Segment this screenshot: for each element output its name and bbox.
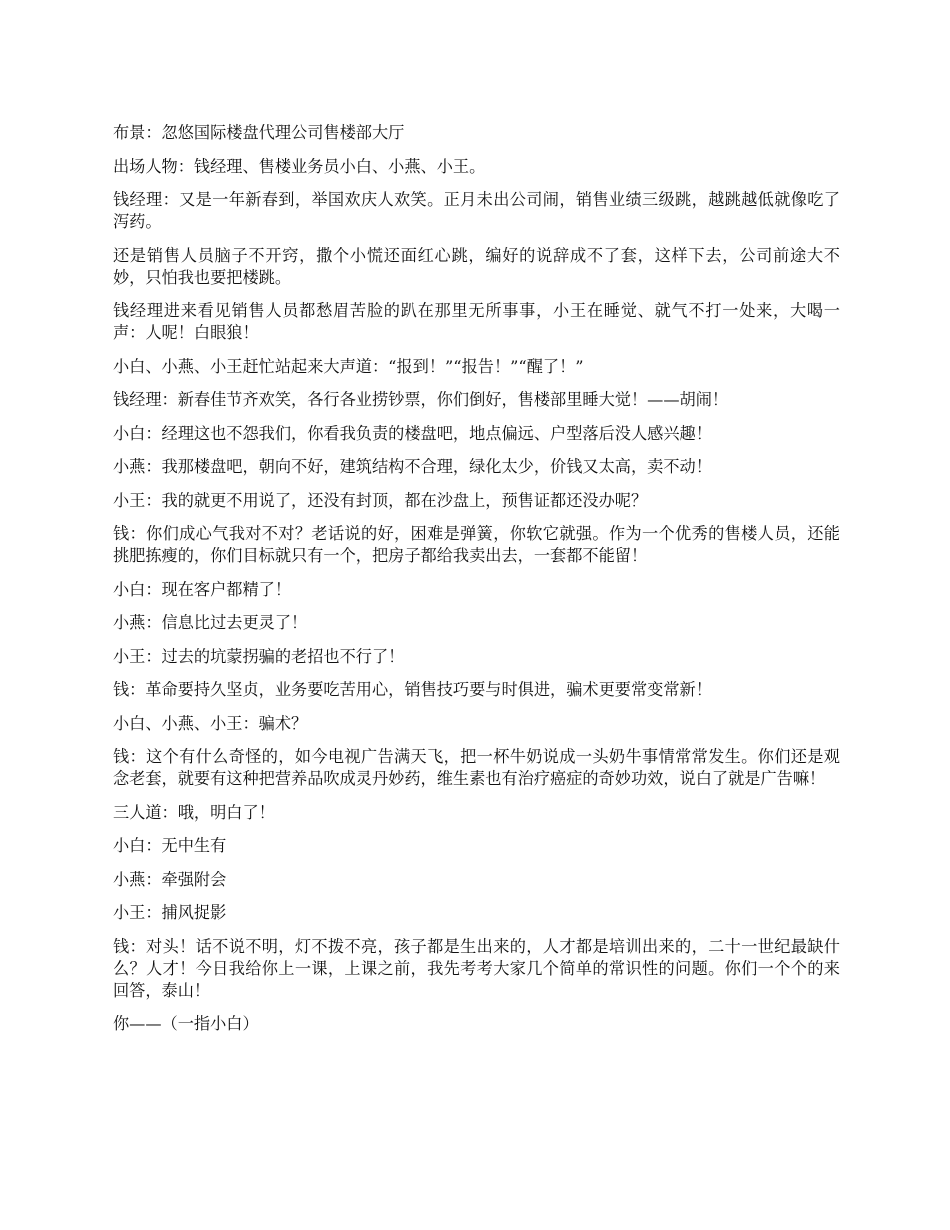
paragraph: 小白、小燕、小王：骗术？ xyxy=(113,713,308,733)
paragraph: 钱：对头！话不说不明，灯不拨不亮，孩子都是生出来的，人才都是培训出来的，二十一世纪最缺什么？人才！今日我给你上一课，上课之前，我先考考大家几个简单的常识性的问题。你们一个个的来回答，泰山！ xyxy=(113,936,840,1000)
paragraph-characters: 出场人物：钱经理、售楼业务员小白、小燕、小王。 xyxy=(113,156,486,176)
paragraph: 小白：经理这也不怨我们，你看我负责的楼盘吧，地点偏远、户型落后没人感兴趣！ xyxy=(113,423,712,443)
paragraph: 钱：这个有什么奇怪的，如今电视广告满天飞，把一杯牛奶说成一头奶牛事情常常发生。你们还是观念老套，就要有这种把营养品吹成灵丹妙药，维生素也有治疗癌症的奇妙功效，说白了就是广告嘛！ xyxy=(113,747,840,788)
paragraph: 钱：革命要持久坚贞，业务要吃苦用心，销售技巧要与时俱进，骗术更要常变常新！ xyxy=(113,680,712,699)
paragraph: 还是销售人员脑子不开窍，撒个小慌还面红心跳，编好的说辞成不了套，这样下去，公司前途大不妙，只怕我也要把楼跳。 xyxy=(113,245,840,287)
paragraph: 小燕：我那楼盘吧，朝向不好，建筑结构不合理，绿化太少，价钱又太高，卖不动！ xyxy=(113,457,712,476)
paragraph-setting: 布景：忽悠国际楼盘代理公司售楼部大厅 xyxy=(113,123,405,142)
paragraph: 小白、小燕、小王赶忙站起来大声道：“报到！”“报告！”“醒了！” xyxy=(113,356,584,376)
document-body xyxy=(113,122,840,1047)
paragraph: 小燕：信息比过去更灵了！ xyxy=(113,613,308,632)
paragraph: 三人道：哦，明白了！ xyxy=(113,802,275,822)
paragraph: 小王：捕风捉影 xyxy=(113,903,227,922)
paragraph: 小白：无中生有 xyxy=(113,836,227,855)
paragraph: 钱经理：新春佳节齐欢笑，各行各业捞钞票，你们倒好，售楼部里睡大觉！——胡闹！ xyxy=(113,390,729,409)
paragraph: 你——（一指小白） xyxy=(113,1014,259,1033)
paragraph: 小白：现在客户都精了！ xyxy=(113,579,292,599)
paragraph: 小王：我的就更不用说了，还没有封顶，都在沙盘上，预售证都还没办呢？ xyxy=(113,490,648,510)
paragraph: 小燕：牵强附会 xyxy=(113,869,227,889)
paragraph: 钱经理进来看见销售人员都愁眉苦脸的趴在那里无所事事，小王在睡觉、就气不打一处来，大喝一声：人呢！白眼狼！ xyxy=(113,301,840,342)
paragraph: 钱经理：又是一年新春到，举国欢庆人欢笑。正月未出公司闹，销售业绩三级跳，越跳越低就像吃了泻药。 xyxy=(113,190,840,231)
paragraph: 小王：过去的坑蒙拐骗的老招也不行了！ xyxy=(113,646,405,666)
paragraph: 钱：你们成心气我对不对？老话说的好，困难是弹簧，你软它就强。作为一个优秀的售楼人员，还能挑肥拣瘦的，你们目标就只有一个，把房子都给我卖出去，一套都不能留！ xyxy=(113,524,840,565)
